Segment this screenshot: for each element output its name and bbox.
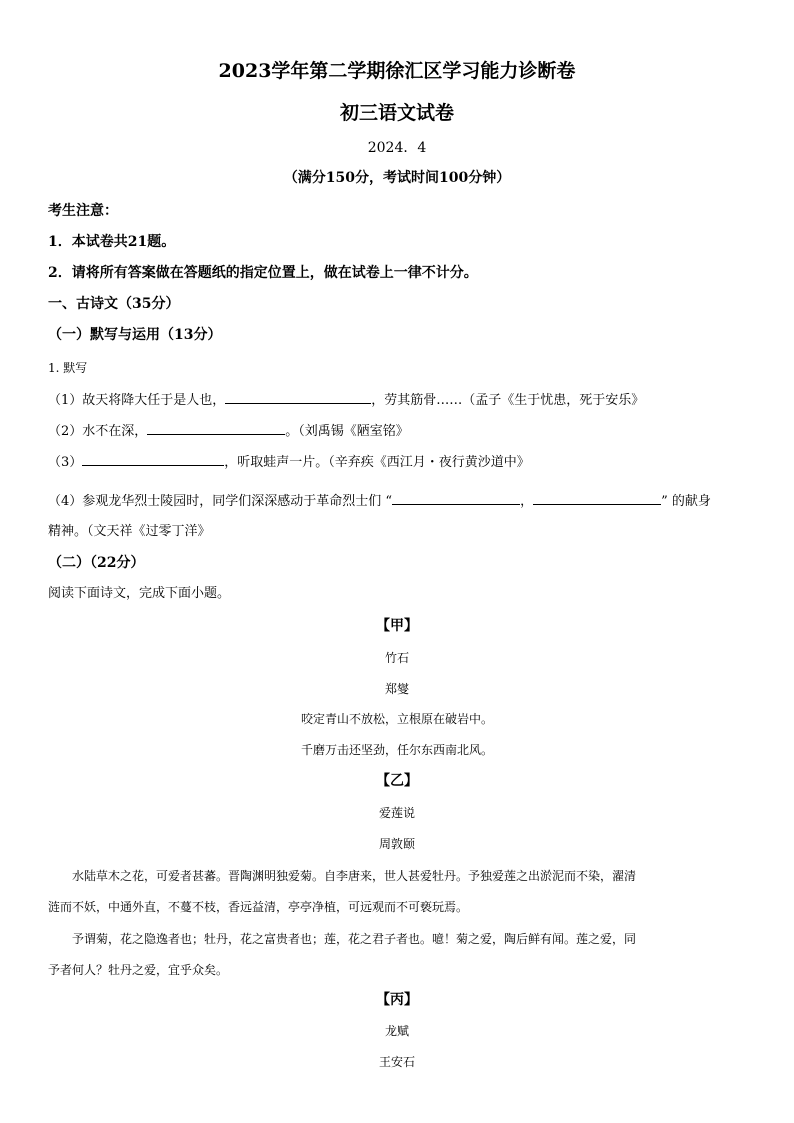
q1-1-prefix: （1）故天将降大任于是人也， [48,393,226,408]
q1-2-suffix: 。（刘禹锡《陋室铭》 [285,424,409,439]
passage-bing-label: 【丙】 [376,992,418,1008]
section-heading: 一、古诗文（35分） [48,296,180,312]
q1-3-suffix: ，听取蛙声一片。（辛弃疾《西江月・夜行黄沙道中》 [224,455,530,470]
passage-bing-title: 龙赋 [384,1024,409,1038]
passage-bing-author: 王安石 [378,1055,415,1069]
q1-2-prefix: （2）水不在深， [48,424,148,439]
passage-jia-author: 郑燮 [384,682,409,696]
poem-line-1: 咬定青山不放松，立根原在破岩中。 [300,712,493,726]
exam-subtitle: 初三语文试卷 [339,102,454,124]
answer-blank-3[interactable] [82,451,224,466]
q1-4-tail: 献身 [684,494,711,509]
question-1-2 [48,420,409,441]
notice-heading: 考生注意： [48,203,118,219]
q1-1-suffix: ，劳其筋骨……（孟子《生于忧患，死于安乐》 [371,393,645,408]
subsection-heading-1: （一）默写与运用（13分） [48,327,222,343]
q1-4-end: ” 的 [661,494,685,509]
exam-title: 2023学年第二学期徐汇区学习能力诊断卷 [218,60,576,82]
question-1-4 [48,490,711,511]
question-1-label: 1. 默写 [48,361,88,375]
q1-3-prefix: （3） [48,455,83,470]
score-note: （满分150分，考试时间100分钟） [283,170,511,186]
answer-blank-2[interactable] [147,420,285,435]
answer-blank-4[interactable] [392,490,520,505]
prose-para-1-line-1: 水陆草木之花，可爱者甚蕃。晋陶渊明独爱菊。自李唐来，世人甚爱牡丹。予独爱莲之出淤泥而不染，濯清 [72,869,637,883]
prose-para-2-line-1: 予谓菊，花之隐逸者也；牡丹，花之富贵者也；莲，花之君子者也。噫！菊之爱，陶后鲜有闻。莲之爱，同 [72,932,637,946]
reading-intro: 阅读下面诗文，完成下面小题。 [48,586,231,601]
passage-jia-label: 【甲】 [376,618,418,634]
answer-blank-5[interactable] [533,490,661,505]
passage-yi-author: 周敦颐 [378,837,415,851]
passage-yi-label: 【乙】 [376,773,418,789]
passage-jia-title: 竹石 [384,651,409,665]
question-1-4-line2: 精神。（文天祥《过零丁洋》 [48,524,211,539]
question-1-1 [48,389,644,410]
q1-4-mid: ， [520,494,534,509]
subsection-heading-2: （二）（22分） [48,555,145,571]
q1-4-prefix: （4）参观龙华烈士陵园时，同学们深深感动于革命烈士们 “ [48,494,393,509]
prose-para-2-line-2: 予者何人？牡丹之爱，宜乎众矣。 [48,963,229,977]
notice-item-2: 2．请将所有答案做在答题纸的指定位置上，做在试卷上一律不计分。 [48,265,478,281]
notice-item-1: 1．本试卷共21题。 [48,234,176,250]
passage-yi-title: 爱莲说 [378,806,415,820]
exam-date: 2024．4 [367,140,427,156]
answer-blank-1[interactable] [225,389,371,404]
question-1-3 [48,451,530,472]
prose-para-1-line-2: 涟而不妖，中通外直，不蔓不枝，香远益清，亭亭净植，可远观而不可亵玩焉。 [48,900,469,914]
poem-line-2: 千磨万击还坚劲，任尔东西南北风。 [300,743,493,757]
